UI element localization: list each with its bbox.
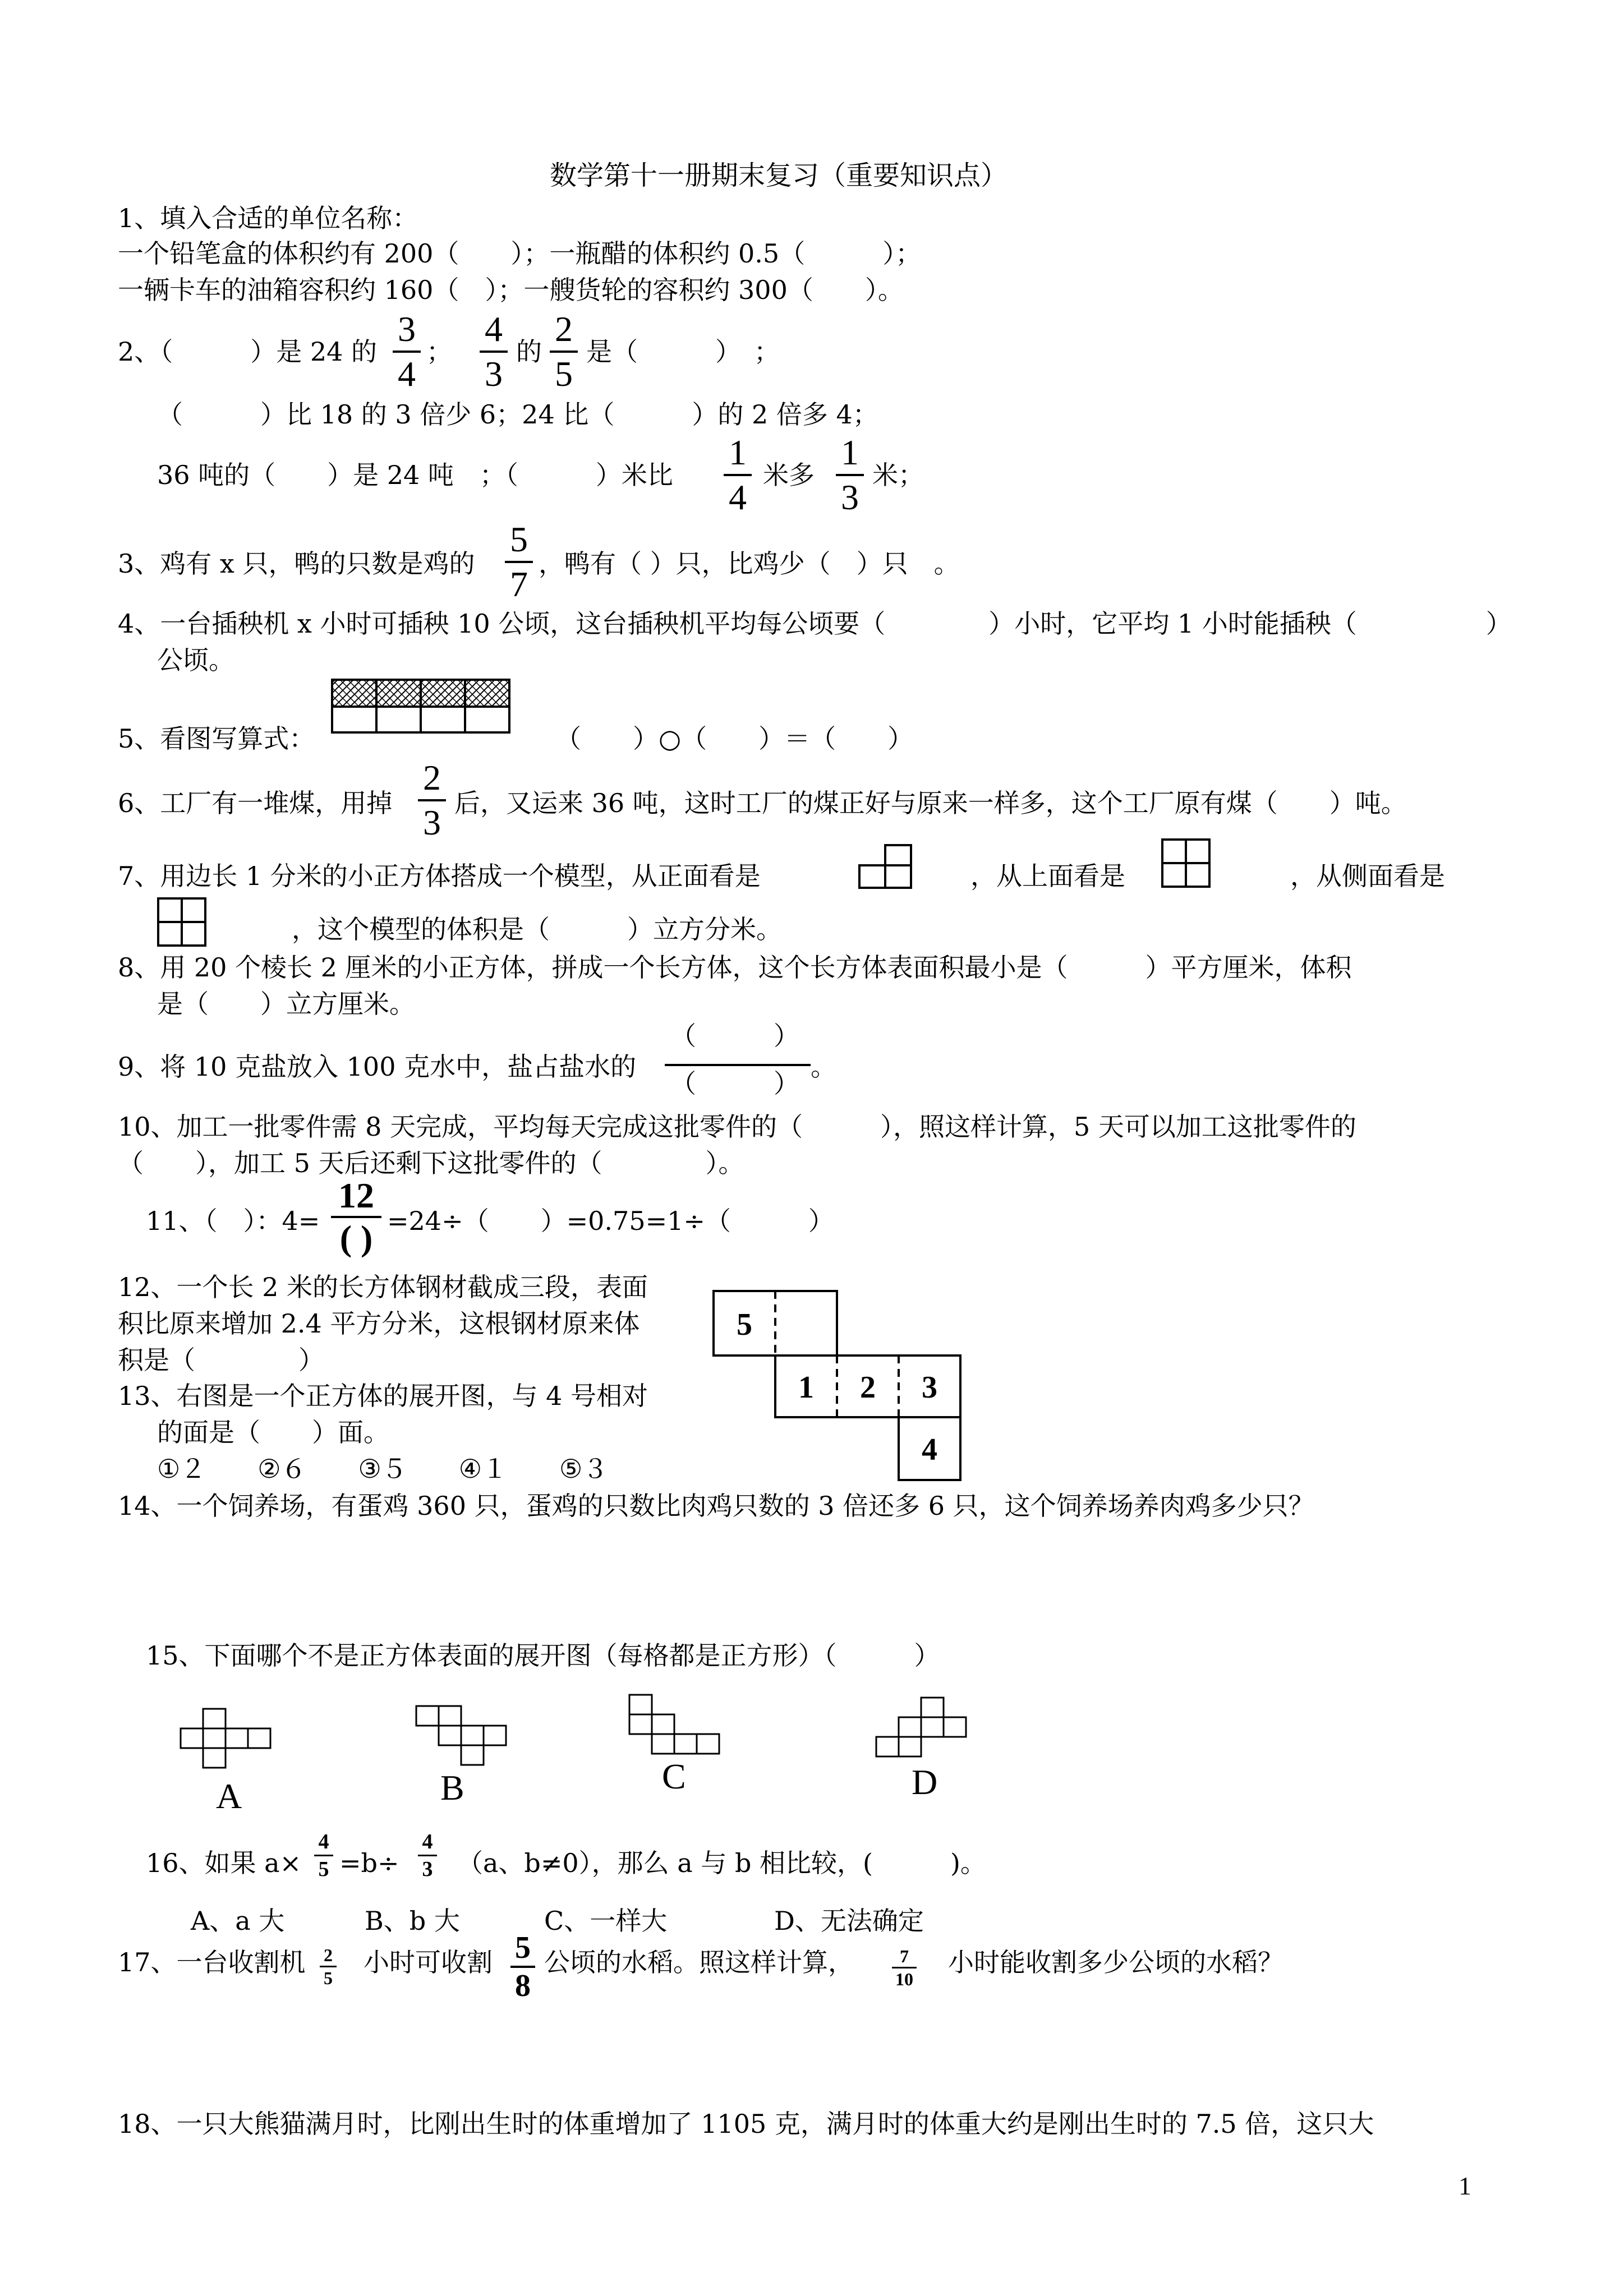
fraction-2-3: 2 3 xyxy=(418,760,446,841)
q9-text-b: 。 xyxy=(811,1052,836,1082)
fraction-3-4: 3 4 xyxy=(393,311,421,392)
fraction-2-5-small: 2 5 xyxy=(320,1946,337,1987)
q11-text-a: 11、（ ）：4= xyxy=(146,1206,320,1236)
q2-line2: （ ）比 18 的 3 倍少 6；24 比（ ）的 2 倍多 4； xyxy=(157,399,878,430)
q12-line2: 积比原来增加 2.4 平方分米，这根钢材原来体 xyxy=(118,1308,640,1339)
q7-text-c: ，从侧面看是 xyxy=(1290,861,1445,891)
fraction-7-10: 7 10 xyxy=(892,1947,917,1988)
q17-text-d: 小时能收割多少公顷的水稻？ xyxy=(948,1947,1283,1977)
q2-text-c: 的 xyxy=(516,336,542,367)
q9-fraction-numerator: （ ） xyxy=(670,1021,799,1051)
q9-text-a: 9、将 10 克盐放入 100 克水中，盐占盐水的 xyxy=(118,1052,637,1082)
q13-line2: 的面是（ ）面。 xyxy=(157,1417,389,1447)
q2-text-g: 米； xyxy=(872,460,924,490)
q15-label-d: D xyxy=(912,1762,938,1802)
q2-text-f: 米多 xyxy=(763,460,815,490)
q17-text-a: 17、一台收割机 xyxy=(118,1947,306,1977)
page-title: 数学第十一册期末复习（重要知识点） xyxy=(550,160,1008,191)
q15-net-d xyxy=(875,1696,970,1758)
q9-fraction-denominator: （ ） xyxy=(670,1068,799,1099)
q13-line1: 13、右图是一个正方体的展开图，与 4 号相对 xyxy=(118,1381,648,1411)
net-face-4: 4 xyxy=(922,1432,937,1467)
q15-label-b: B xyxy=(440,1768,464,1808)
q15-line1: 15、下面哪个不是正方体表面的展开图（每格都是正方形）（ ） xyxy=(146,1640,940,1671)
q8-line1: 8、用 20 个棱长 2 厘米的小正方体，拼成一个长方体，这个长方体表面积最小是（ ）平方厘米，体积 xyxy=(118,952,1352,983)
q5-hatched-bar-figure xyxy=(331,679,510,735)
q16-text-b: =b÷ xyxy=(339,1848,399,1878)
q2-text-b: ； xyxy=(426,336,452,367)
fraction-12-blank: 12 ( ) xyxy=(331,1178,381,1256)
q7-front-view-figure xyxy=(858,844,914,889)
q4-line1: 4、一台插秧机 x 小时可插秧 10 公顷，这台插秧机平均每公顷要（ ）小时，它平均 1 小时能插秧（ ） xyxy=(118,608,1512,639)
fraction-1-3: 1 3 xyxy=(836,435,864,515)
q15-label-c: C xyxy=(662,1756,686,1796)
fraction-2-5: 2 5 xyxy=(550,311,578,392)
q7-text-b: ，从上面看是 xyxy=(970,861,1125,891)
net-face-1: 1 xyxy=(798,1370,814,1405)
q16-option-b: B、b 大 xyxy=(365,1906,460,1936)
q8-line2: 是（ ）立方厘米。 xyxy=(157,989,415,1019)
q9-fraction-bar xyxy=(665,1064,811,1066)
q2-text-d: 是（ ） ； xyxy=(586,336,780,367)
q4-line2: 公顷。 xyxy=(157,645,234,675)
q16-text-c: （a、b≠0），那么 a 与 b 相比较，( )。 xyxy=(457,1848,986,1878)
q13-options: ①２ ②６ ③５ ④１ ⑤３ xyxy=(157,1454,609,1484)
q3-text-b: ，鸭有（ ）只，比鸡少（ ）只 。 xyxy=(539,548,960,579)
q5-text-b: （ ）○（ ）＝（ ） xyxy=(555,723,914,754)
fraction-5-8: 5 8 xyxy=(510,1932,535,2002)
q15-label-a: A xyxy=(216,1776,242,1816)
q15-net-c xyxy=(628,1694,724,1755)
q7-top-view-figure xyxy=(1161,838,1212,889)
q12-line1: 12、一个长 2 米的长方体钢材截成三段，表面 xyxy=(118,1272,648,1302)
q6-text-a: 6、工厂有一堆煤，用掉 xyxy=(118,788,393,818)
net-face-5: 5 xyxy=(737,1307,752,1342)
q1-line2: 一辆卡车的油箱容积约 160（ ）；一艘货轮的容积约 300（ ）。 xyxy=(118,275,904,305)
q3-text-a: 3、鸡有 x 只，鸭的只数是鸡的 xyxy=(118,548,475,579)
q13-cube-net-figure xyxy=(712,1290,1004,1492)
q18-line1: 18、一只大熊猫满月时，比刚出生时的体重增加了 1105 克，满月时的体重大约是刚出生时的 7.5 倍，这只大 xyxy=(118,2109,1374,2139)
q11-text-b: =24÷（ ）=0.75=1÷（ ） xyxy=(387,1206,834,1236)
q15-net-a xyxy=(180,1708,275,1769)
q16-option-d: D、无法确定 xyxy=(774,1906,924,1936)
fraction-1-4: 1 4 xyxy=(724,435,752,515)
q17-text-c: 公顷的水稻。照这样计算， xyxy=(544,1947,854,1977)
q14-line1: 14、一个饲养场，有蛋鸡 360 只，蛋鸡的只数比肉鸡只数的 3 倍还多 6 只，这个饲养场养肉鸡多少只？ xyxy=(118,1491,1314,1521)
q6-text-b: 后，又运来 36 吨，这时工厂的煤正好与原来一样多，这个工厂原有煤（ ）吨。 xyxy=(454,788,1407,818)
fraction-4-5: 4 5 xyxy=(314,1831,333,1880)
fraction-5-7: 5 7 xyxy=(505,522,533,602)
q10-line1: 10、加工一批零件需 8 天完成，平均每天完成这批零件的（ ），照这样计算，5 天可以加工这批零件的 xyxy=(118,1112,1356,1142)
fraction-4-3-small: 4 3 xyxy=(418,1831,437,1880)
q2-text-a: 2、（ ）是 24 的 xyxy=(118,336,378,367)
net-face-3: 3 xyxy=(922,1370,937,1405)
q2-text-e: 36 吨的（ ）是 24 吨 ；（ ）米比 xyxy=(157,460,673,490)
q17-text-b: 小时可收割 xyxy=(364,1947,493,1977)
page-number: 1 xyxy=(1459,2171,1471,2200)
q1-head: 1、填入合适的单位名称： xyxy=(118,203,418,233)
q15-net-b xyxy=(415,1705,510,1767)
q7-text-a: 7、用边长 1 分米的小正方体搭成一个模型，从正面看是 xyxy=(118,861,761,891)
q7-side-view-figure xyxy=(157,897,208,948)
q7-text-d: ，这个模型的体积是（ ）立方分米。 xyxy=(292,914,782,944)
q10-line2: （ ），加工 5 天后还剩下这批零件的（ ）。 xyxy=(118,1148,744,1178)
q12-line3: 积是（ ） xyxy=(118,1345,324,1375)
q16-option-a: A、a 大 xyxy=(191,1906,285,1936)
q16-option-c: C、一样大 xyxy=(544,1906,668,1936)
fraction-4-3: 4 3 xyxy=(480,311,508,392)
net-face-2: 2 xyxy=(860,1370,876,1405)
q16-text-a: 16、如果 a× xyxy=(146,1848,302,1878)
q1-line1: 一个铅笔盒的体积约有 200（ ）；一瓶醋的体积约 0.5（ ）； xyxy=(118,238,922,269)
q5-text-a: 5、看图写算式： xyxy=(118,723,315,754)
